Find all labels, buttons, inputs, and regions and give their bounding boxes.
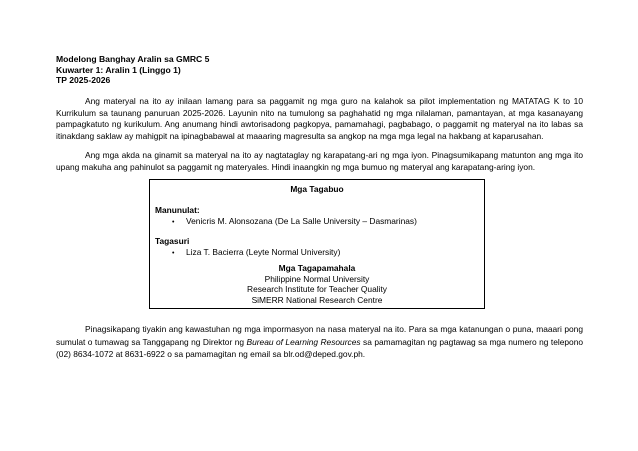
reviewer-name: Liza T. Bacierra (Leyte Normal University) <box>186 247 341 257</box>
document-heading <box>56 54 209 86</box>
lesson-plan-title: Modelong Banghay Aralin sa GMRC 5 <box>56 54 210 64</box>
copyright-notice-paragraph: Ang mga akda na ginamit sa materyal na ito ay nagtataglay ng karapatang-ari ng mga iyon. Pinagsumikapang matunton ang mga ito upang makuha ang pahinulot sa paggamit ng materyales. Hindi inaangkin ng mga bumuo ng materyal ang karapatang-aring iyon. <box>56 150 583 172</box>
reviewer-item <box>172 247 340 260</box>
bullet-icon: • <box>172 250 175 257</box>
authors-label: Manunulat: <box>155 205 200 215</box>
school-year-label: TP 2025-2026 <box>56 75 111 86</box>
contact-details: sa pamamagitan ng pagtawag sa mga numero ng telepono (02) 8634-1072 at 8631-6922 o sa pamamagitan ng email sa blr.od@deped.gov.ph. <box>56 336 584 360</box>
bullet-icon: • <box>172 219 175 226</box>
management-org: SiMERR National Research Centre <box>251 294 383 305</box>
credits-box <box>149 179 485 309</box>
bureau-name: Bureau of Learning Resources <box>246 336 361 347</box>
management-org: Philippine Normal University <box>264 273 370 284</box>
author-name: Venicris M. Alonsozana (De La Salle University – Dasmarinas) <box>186 216 417 226</box>
management-org: Research Institute for Teacher Quality <box>247 284 387 295</box>
credits-title: Mga Tagabuo <box>290 184 344 194</box>
author-item <box>172 216 417 229</box>
usage-notice-paragraph: Ang materyal na ito ay inilaan lamang para sa paggamit ng mga guro na kalahok sa pilot implementation ng MATATAG K to 10 Kurrikulum sa taunang panuruan 2025-2026. Layunin nito na tumulong sa paghahatid ng mga nilalaman, pamantayan, at mga kasanayang pampagkatuto ng kurikulum. Ang anumang hindi awtorisadong pagkopya, pamamahagi, pagbabago, o paggamit ng materyal na ito labas sa itinakdang saklaw ay mahigpit na ipinagbabawal at maaaring magresulta sa angkop na mga mga legal na hakbang at kaparusahan. <box>56 96 583 141</box>
management-title: Mga Tagapamahala <box>278 263 356 273</box>
quarter-lesson-label: Kuwarter 1: Aralin 1 (Linggo 1) <box>56 64 181 75</box>
contact-paragraph <box>56 323 583 361</box>
reviewers-label: Tagasuri <box>155 236 190 246</box>
management-block <box>150 263 484 305</box>
contact-text: Pinagsikapang tiyakin ang kawastuhan ng mga impormasyon na nasa materyal na ito. Para sa mga katanungan o puna, maaari pong sumulat o tumawag sa Tanggapang ng Direktor ng <box>56 324 583 347</box>
